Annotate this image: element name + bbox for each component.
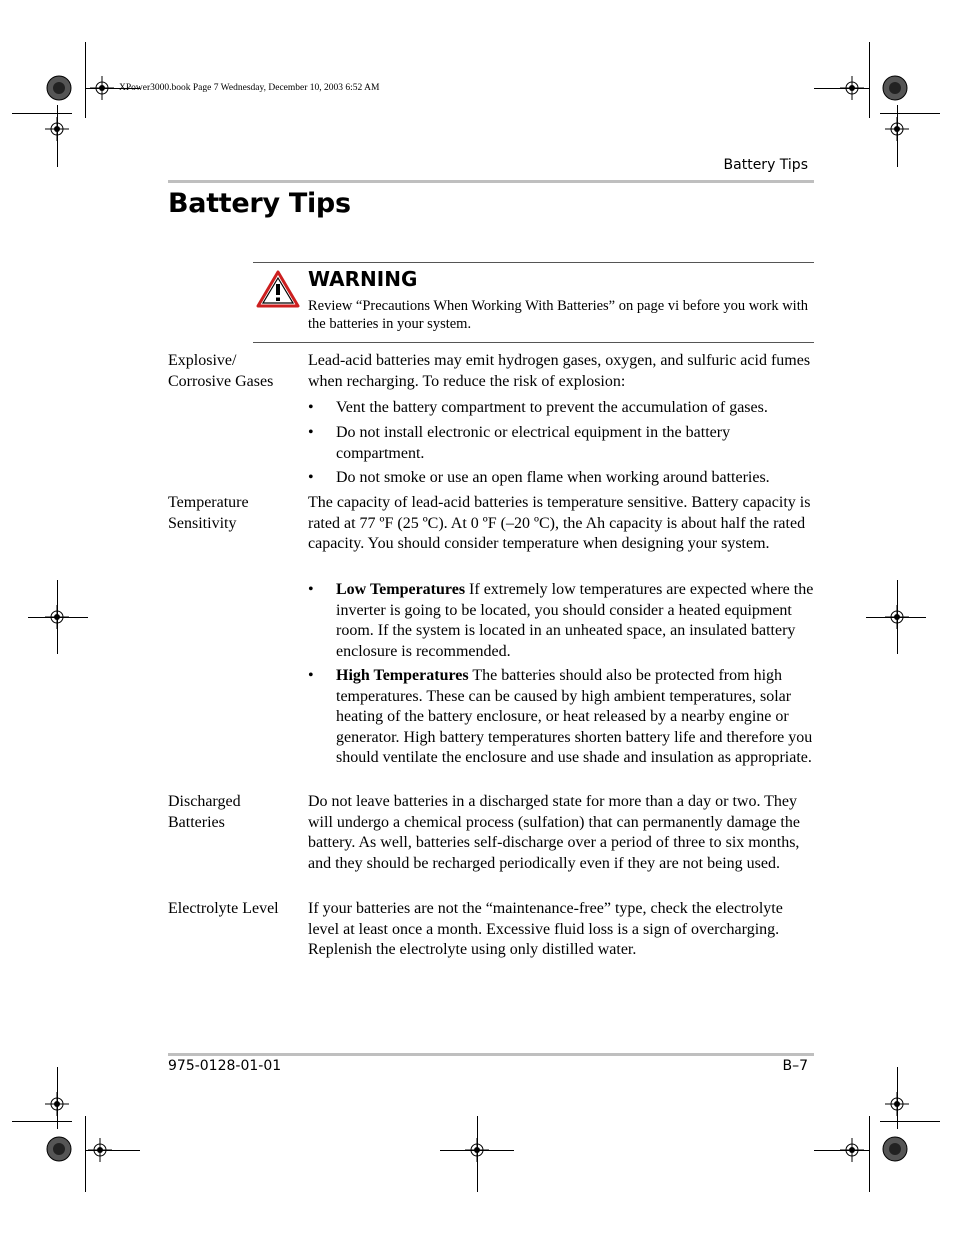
low-temperatures-text: If extremely low temperatures are expected where the inverter is going to be located, you should consider a heated equipment room. If the system is located in an unheated space, an insulated battery enclosure is recommended. xyxy=(336,581,814,660)
discharged-label: Discharged Batteries xyxy=(168,793,241,831)
high-temperatures-title: High Temperatures xyxy=(336,667,469,684)
discharged-text: Do not leave batteries in a discharged state for more than a day or two. They will undergo a chemical process (sulfation) that can permanently damage the battery. As well, batteries self-discharge over a period of three to six months, and they should be recharged periodically even if they are not being used. xyxy=(308,793,800,872)
high-temperatures-text: The batteries should also be protected from high temperatures. These can be caused by high ambient temperatures, solar heating of the battery enclosure, or heat released by a nearby engine or generator. High battery temperatures shorten battery life and therefore you should ventilate the enclosure and use shade and insulation as appropriate. xyxy=(336,667,813,766)
warning-triangle-icon xyxy=(256,270,300,308)
registration-target-icon xyxy=(88,1138,112,1167)
explosive-gases-label: Explosive/ Corrosive Gases xyxy=(168,352,274,390)
list-item-text xyxy=(336,666,816,769)
low-temperatures-title: Low Temperatures xyxy=(336,581,466,598)
temperature-label: Temperature Sensitivity xyxy=(168,494,249,532)
registration-target-icon xyxy=(840,76,864,105)
list-item-text: Do not smoke or use an open flame when working around batteries. xyxy=(336,469,770,486)
electrolyte-text: If your batteries are not the “maintenance-free” type, check the electrolyte level at least once a month. Excessive fluid loss is a sign of overcharging. Replenish the electrolyte using only distilled water. xyxy=(308,900,783,958)
warning-heading: WARNING xyxy=(308,267,418,291)
header-rule xyxy=(168,180,814,183)
registration-target-icon xyxy=(885,117,909,146)
bullet-icon: • xyxy=(308,424,314,441)
starburst-icon xyxy=(46,1136,72,1167)
bullet-icon: • xyxy=(308,581,314,598)
registration-target-icon xyxy=(90,76,114,105)
book-info-line: XPower3000.book Page 7 Wednesday, December 10, 2003 6:52 AM xyxy=(119,83,380,93)
footer-rule xyxy=(168,1053,814,1056)
registration-target-icon xyxy=(885,605,909,634)
list-item-text: Do not install electronic or electrical equipment in the battery compartment. xyxy=(336,424,731,462)
document-number: 975-0128-01-01 xyxy=(168,1058,282,1074)
registration-target-icon xyxy=(45,1092,69,1121)
registration-target-icon xyxy=(45,117,69,146)
starburst-icon xyxy=(882,75,908,106)
bullet-icon: • xyxy=(308,469,314,486)
page-title: Battery Tips xyxy=(168,188,351,219)
page-number: B–7 xyxy=(782,1058,808,1074)
temperature-intro: The capacity of lead-acid batteries is temperature sensitive. Battery capacity is rated at 77 ºF (25 ºC). At 0 ºF (–20 ºC), the Ah capacity is about half the rated capacity. You should consider temperature when designing your system. xyxy=(308,494,811,552)
registration-target-icon xyxy=(885,1092,909,1121)
starburst-icon xyxy=(882,1136,908,1167)
warning-text: Review “Precautions When Working With Batteries” on page vi before you work with the batteries in your system. xyxy=(308,298,808,332)
registration-target-icon xyxy=(840,1138,864,1167)
running-head: Battery Tips xyxy=(723,157,808,173)
bullet-icon: • xyxy=(308,667,314,684)
registration-target-icon xyxy=(45,605,69,634)
registration-target-icon xyxy=(465,1138,489,1167)
explosive-gases-intro: Lead-acid batteries may emit hydrogen gases, oxygen, and sulfuric acid fumes when recharging. To reduce the risk of explosion: xyxy=(308,352,811,390)
starburst-icon xyxy=(46,75,72,106)
list-item-text: Vent the battery compartment to prevent the accumulation of gases. xyxy=(336,399,768,416)
list-item-text xyxy=(336,580,816,662)
electrolyte-label: Electrolyte Level xyxy=(168,900,279,917)
bullet-icon: • xyxy=(308,399,314,416)
